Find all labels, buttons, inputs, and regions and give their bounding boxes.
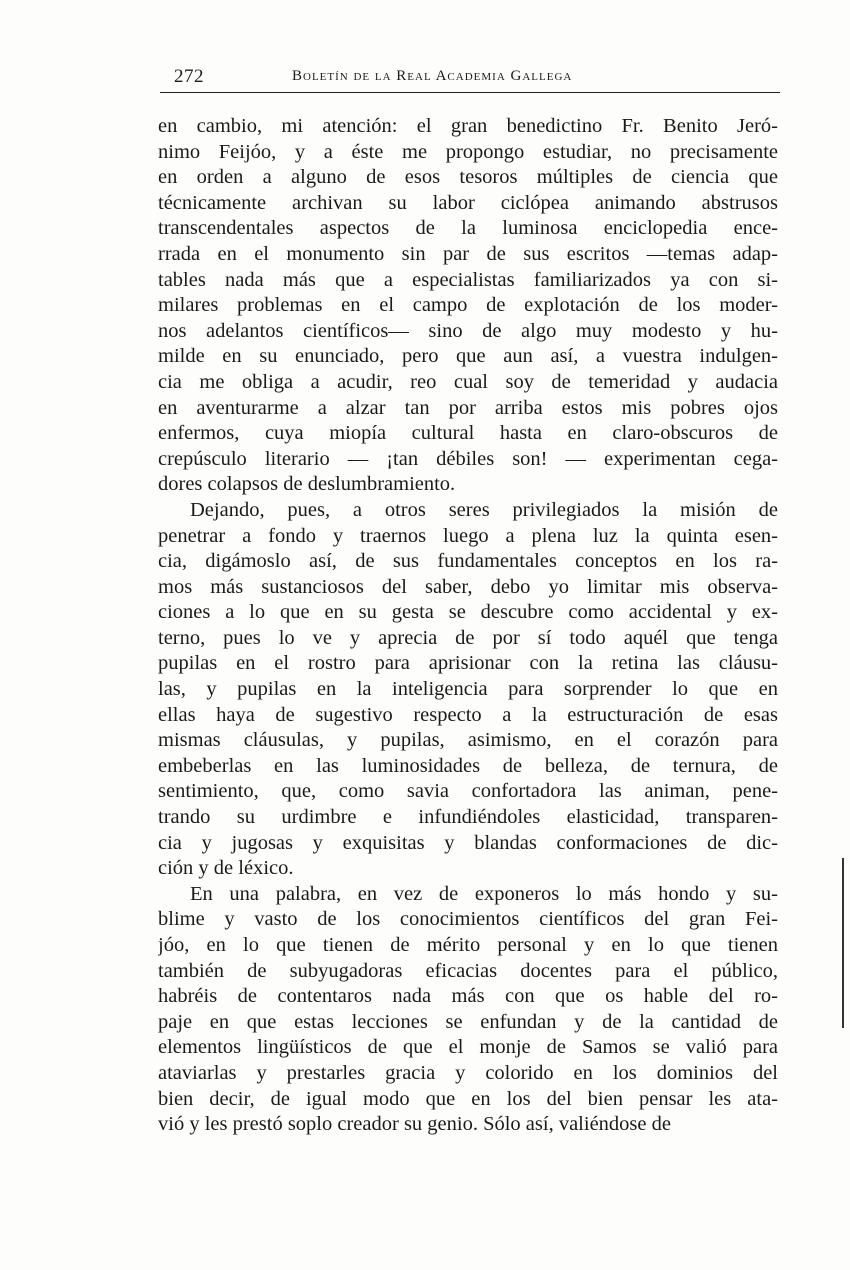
text-line: blime y vasto de los conocimientos científicos del gran Fei-	[158, 908, 778, 931]
text-line: crepúsculo literario — ¡tan débiles son! — experimentan cega-	[158, 447, 778, 470]
text-line: ataviarlas y prestarles gracia y colorido en los dominios del	[158, 1061, 778, 1084]
text-line: sentimiento, que, como savia confortadora las animan, pene-	[158, 780, 778, 803]
journal-title: Boletín de la Real Academia Gallega	[292, 68, 573, 84]
paragraph	[158, 882, 778, 1138]
text-line: milde en su enunciado, pero que aun así, a vuestra indulgen-	[158, 345, 778, 368]
body-text	[158, 114, 778, 1138]
running-header	[160, 66, 780, 93]
page-number: 272	[174, 66, 204, 87]
text-line: cia, digámoslo así, de sus fundamentales conceptos en los ra-	[158, 550, 778, 573]
text-line: jóo, en lo que tienen de mérito personal y en lo que tienen	[158, 934, 778, 956]
text-line: cia me obliga a acudir, reo cual soy de temeridad y audacia	[158, 370, 778, 393]
text-line: terno, pues lo ve y aprecia de por sí todo aquél que tenga	[158, 626, 778, 649]
text-line: mismas cláusulas, y pupilas, asimismo, en el corazón para	[158, 729, 778, 752]
text-line: elementos lingüísticos de que el monje de Samos se valió para	[158, 1036, 778, 1059]
text-line: milares problemas en el campo de explotación de los moder-	[158, 294, 778, 317]
text-line: habréis de contentaros nada más con que os hable del ro-	[158, 985, 778, 1008]
text-line: En una palabra, en vez de exponeros lo más hondo y su-	[190, 882, 778, 905]
text-line: nos adelantos científicos— sino de algo muy modesto y hu-	[158, 319, 778, 342]
text-line: nimo Feijóo, y a éste me propongo estudiar, no precisamente	[158, 140, 778, 163]
paragraph	[158, 114, 778, 498]
text-line: Dejando, pues, a otros seres privilegiados la misión de	[190, 498, 778, 521]
text-line: ciones a lo que en su gesta se descubre como accidental y ex-	[158, 601, 778, 624]
text-line: embeberlas en las luminosidades de belleza, de ternura, de	[158, 754, 778, 777]
text-line: vió y les prestó soplo creador su genio. Sólo así, valiéndose de	[158, 1113, 671, 1136]
text-line: en aventurarme a alzar tan por arriba estos mis pobres ojos	[158, 396, 778, 419]
text-line: cia y jugosas y exquisitas y blandas conformaciones de dic-	[158, 831, 778, 854]
text-line: bien decir, de igual modo que en los del bien pensar les ata-	[158, 1087, 778, 1110]
text-line: transcendentales aspectos de la luminosa enciclopedia ence-	[158, 217, 778, 240]
text-line: trando su urdimbre e infundiéndoles elasticidad, transparen-	[158, 806, 778, 829]
paragraph	[158, 498, 778, 882]
text-line: mos más sustanciosos del saber, debo yo limitar mis observa-	[158, 575, 778, 598]
text-line: dores colapsos de deslumbramiento.	[158, 473, 456, 496]
text-line: tables nada más que a especialistas familiarizados ya con si-	[158, 268, 778, 291]
text-line: en cambio, mi atención: el gran benedictino Fr. Benito Jeró-	[158, 115, 778, 137]
text-line: pupilas en el rostro para aprisionar con la retina las cláusu-	[158, 652, 778, 675]
text-line: ellas haya de sugestivo respecto a la estructuración de esas	[158, 703, 778, 726]
text-line: enfermos, cuya miopía cultural hasta en claro-obscuros de	[158, 422, 778, 445]
text-line: penetrar a fondo y traernos luego a plena luz la quinta esen-	[158, 524, 778, 547]
text-line: también de subyugadoras eficacias docentes para el público,	[158, 959, 778, 982]
text-line: las, y pupilas en la inteligencia para sorprender lo que en	[158, 678, 778, 701]
text-line: ción y de léxico.	[158, 857, 294, 880]
text-line: en orden a alguno de esos tesoros múltiples de ciencia que	[158, 166, 778, 189]
text-line: rrada en el monumento sin par de sus escritos —temas adap-	[158, 242, 778, 265]
scan-edge-mark	[842, 858, 844, 1028]
text-line: paje en que estas lecciones se enfundan y de la cantidad de	[158, 1010, 778, 1033]
text-line: técnicamente archivan su labor ciclópea animando abstrusos	[158, 191, 778, 214]
